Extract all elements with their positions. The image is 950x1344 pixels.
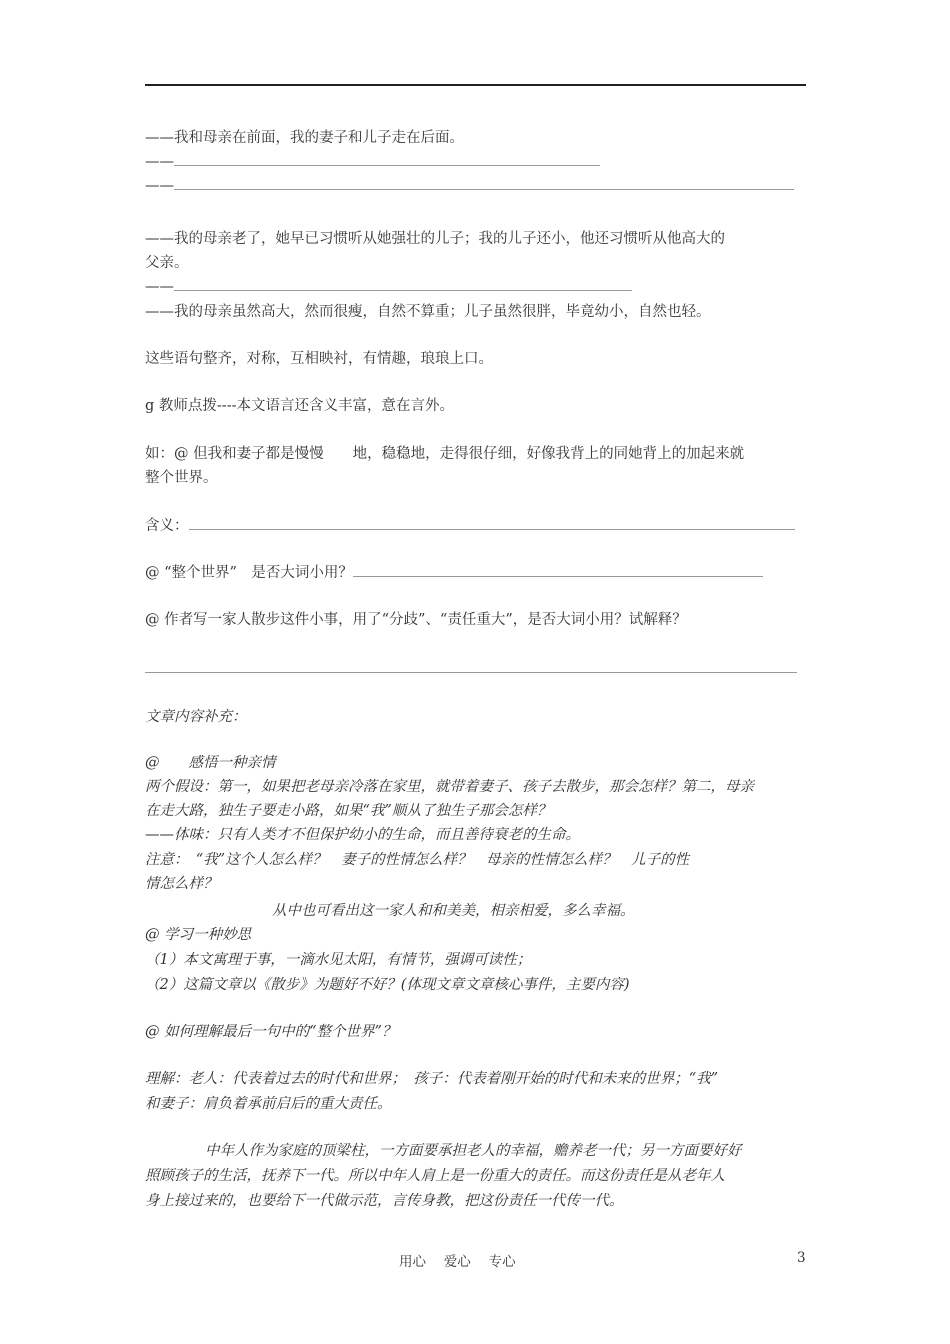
supplement-heading: 文章内容补充： xyxy=(145,709,247,725)
section-1-title: @ 感悟一种亲情 xyxy=(145,755,276,771)
paragraph-line-2: 照顾孩子的生活，抚养下一代。所以中年人肩上是一份重大的责任。而这份责任是从老年人 xyxy=(145,1168,725,1184)
page-number: 3 xyxy=(797,1250,806,1266)
answer-blank xyxy=(174,153,600,166)
answer-blank xyxy=(189,517,795,530)
example-line-2: 整个世界。 xyxy=(145,470,218,486)
paragraph-line-1: 中年人作为家庭的顶梁柱，一方面要承担老人的幸福，赡养老一代；另一方面要好好 xyxy=(205,1143,742,1159)
dialogue-line-6: ——我的母亲虽然高大，然而很瘦，自然不算重；儿子虽然很胖，毕竟幼小，自然也轻。 xyxy=(145,304,711,320)
question-label: @ “整个世界” 是否大词小用？ xyxy=(145,565,353,581)
example-line-1: 如：@ 但我和妻子都是慢慢 地，稳稳地，走得很仔细，好像我背上的同她背上的加起来就 xyxy=(145,446,745,462)
teacher-tip: g 教师点拨----本文语言还含义丰富，意在言外。 xyxy=(145,398,454,414)
dash: —— xyxy=(145,154,174,170)
section-2-line-2: （2）这篇文章以《散步》为题好不好？(体现文章文章核心事件，主要内容) xyxy=(145,977,630,993)
section-3-line-1: 理解：老人：代表着过去的时代和世界； 孩子：代表着刚开始的时代和未来的世界；“我” xyxy=(145,1071,719,1087)
dialogue-line-4: ——我的母亲老了，她早已习惯听从她强壮的儿子；我的儿子还小，他还习惯听从他高大的 xyxy=(145,231,725,247)
paragraph-line-3: 身上接过来的，也要给下一代做示范，言传身教，把这份责任一代传一代。 xyxy=(145,1193,624,1209)
dash: —— xyxy=(145,178,174,194)
section-1-line-2: 在走大路，独生子要走小路，如果“我”顺从了独生子那会怎样？ xyxy=(145,803,552,819)
answer-rule xyxy=(145,672,797,673)
answer-blank xyxy=(174,278,632,291)
question-whole-world xyxy=(145,563,763,583)
section-1-line-4: 注意： “我”这个人怎么样？ 妻子的性情怎么样？ 母亲的性情怎么样？ 儿子的性 xyxy=(145,852,690,868)
header-rule xyxy=(145,84,806,86)
dialogue-line-4-cont: 父亲。 xyxy=(145,255,189,271)
dash: —— xyxy=(145,279,174,295)
section-1-line-5: 情怎么样？ xyxy=(145,876,218,892)
answer-blank xyxy=(353,564,763,577)
section-3-title: @ 如何理解最后一句中的“整个世界”？ xyxy=(145,1024,397,1040)
section-2-line-1: （1）本文寓理于事，一滴水见太阳，有情节，强调可读性； xyxy=(145,952,532,968)
dialogue-blank-line-5 xyxy=(145,277,632,297)
footer-motto: 用心 爱心 专心 xyxy=(399,1254,516,1270)
question-label: 含义： xyxy=(145,518,189,534)
question-meaning xyxy=(145,516,795,536)
dialogue-blank-line-2 xyxy=(145,152,600,172)
dialogue-line-1: ——我和母亲在前面，我的妻子和儿子走在后面。 xyxy=(145,130,464,146)
question-author: @ 作者写一家人散步这件小事，用了“分歧”、“责任重大”，是否大词小用？试解释？ xyxy=(145,612,687,628)
section-3-line-2: 和妻子：肩负着承前启后的重大责任。 xyxy=(145,1096,392,1112)
section-1-line-1: 两个假设：第一，如果把老母亲冷落在家里，就带着妻子、孩子去散步，那会怎样？第二，母亲 xyxy=(145,779,754,795)
section-1-line-3: ——体味：只有人类才不但保护幼小的生命，而且善待衰老的生命。 xyxy=(145,827,580,843)
section-1-line-6: 从中也可看出这一家人和和美美，相亲相爱，多么幸福。 xyxy=(272,903,635,919)
dialogue-blank-line-3 xyxy=(145,176,794,196)
answer-blank xyxy=(174,177,794,190)
summary-text: 这些语句整齐，对称，互相映衬，有情趣，琅琅上口。 xyxy=(145,351,493,367)
section-2-title: @ 学习一种妙思 xyxy=(145,927,252,943)
